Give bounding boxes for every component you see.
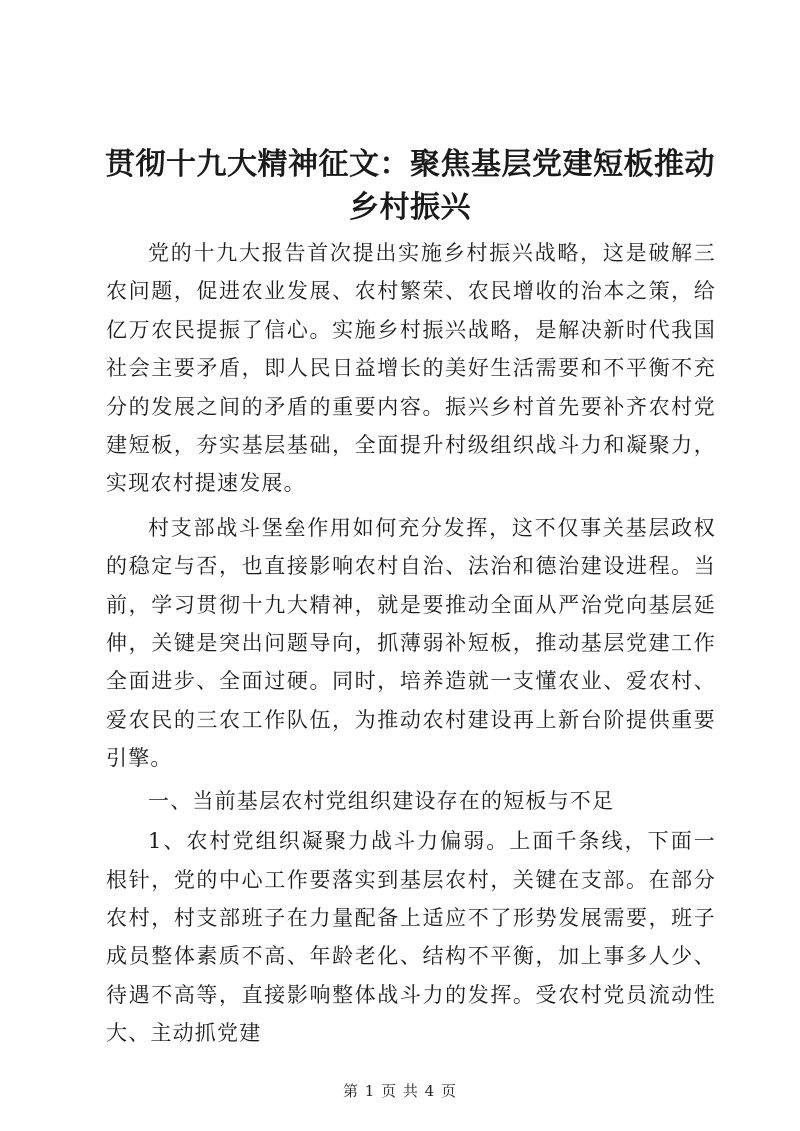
page-number-footer: 第 1 页 共 4 页 <box>343 1082 457 1100</box>
document-title-line-1: 贯彻十九大精神征文：聚焦基层党建短板推动 <box>105 147 715 182</box>
paragraph-intro: 党的十九大报告首次提出实施乡村振兴战略，这是破解三农问题，促进农业发展、农村繁荣、农民增收的治本之策，给亿万农民提振了信心。实施乡村振兴战略，是解决新时代我国社会主要矛盾，即人民日益增长的美好生活需要和不平衡不充分的发展之间的矛盾的重要内容。振兴乡村首先要补齐农村党建短板，夯实基层基础，全面提升村级组织战斗力和凝聚力，实现农村提速发展。 <box>106 241 716 496</box>
section-heading-shortcomings: 一、当前基层农村党组织建设存在的短板与不足 <box>148 788 615 813</box>
document-title-line-2: 乡村振兴 <box>349 190 471 225</box>
paragraph-point-1: 1、农村党组织凝聚力战斗力偏弱。上面千条线，下面一根针，党的中心工作要落实到基层农村，关键在支部。在部分农村，村支部班子在力量配备上适应不了形势发展需要，班子成员整体素质不高、年龄老化、结构不平衡，加上事多人少、待遇不高等，直接影响整体战斗力的发挥。受农村党员流动性大、主动抓党建 <box>106 829 716 1046</box>
document-body <box>106 234 716 1053</box>
paragraph-village-branch: 村支部战斗堡垒作用如何充分发挥，这不仅事关基层政权的稳定与否，也直接影响农村自治、法治和德治建设进程。当前，学习贯彻十九大精神，就是要推动全面从严治党向基层延伸，关键是突出问题导向，抓薄弱补短板，推动基层党建工作全面进步、全面过硬。同时，培养造就一支懂农业、爱农村、爱农民的三农工作队伍，为推动农村建设再上新台阶提供重要引擎。 <box>106 515 716 771</box>
